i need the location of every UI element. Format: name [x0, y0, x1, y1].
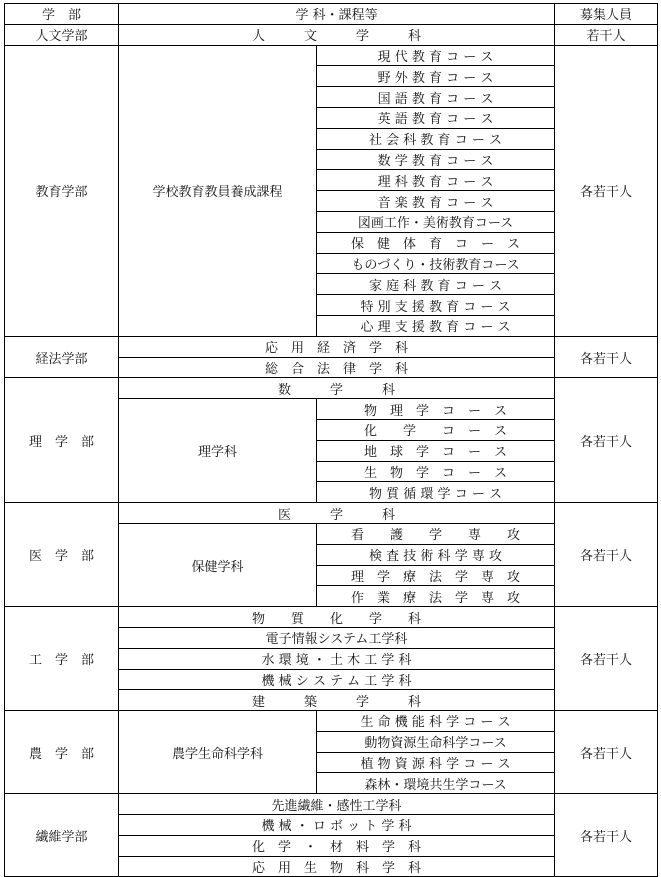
course-kyoiku-10: ものづくり・技術教育コース	[317, 253, 555, 274]
jinbun-row	[5, 24, 658, 45]
faculty-igaku: 医 学 部	[5, 503, 119, 607]
program-rigaku-top: 数 学 科	[119, 378, 555, 399]
recruit-kogaku: 各若干人	[555, 607, 658, 711]
recruit-seni: 各若干人	[555, 794, 658, 877]
faculty-seni: 繊維学部	[5, 794, 119, 877]
course-kyoiku-12: 特 別 支 援 教 育 コ ー ス	[317, 295, 555, 316]
header-faculty: 学 部	[5, 4, 119, 25]
course-kyoiku-6: 理 科 教 育 コ ー ス	[317, 170, 555, 191]
header-row	[5, 4, 658, 25]
program-seni-2: 化 学 ・ 材 料 学 科	[119, 835, 555, 856]
course-kyoiku-1: 野 外 教 育 コ ー ス	[317, 66, 555, 87]
program-nogaku: 農学生命科学科	[119, 711, 317, 794]
program-kogaku-3: 機 械 シ ス テ ム 工 学 科	[119, 669, 555, 690]
recruit-keiho: 各若干人	[555, 336, 658, 378]
course-nogaku-0: 生 命 機 能 科 学 コ ー ス	[317, 711, 555, 732]
course-kyoiku-0: 現 代 教 育 コ ー ス	[317, 45, 555, 66]
rigaku-row	[5, 378, 658, 399]
admissions-table	[4, 3, 658, 877]
course-kyoiku-7: 音 楽 教 育 コ ー ス	[317, 191, 555, 212]
kogaku-row	[5, 607, 658, 628]
seni-row	[5, 794, 658, 815]
course-nogaku-1: 動物資源生命科学コース	[317, 731, 555, 752]
header-program: 学 科・課程等	[119, 4, 555, 25]
faculty-jinbun: 人文学部	[5, 24, 119, 45]
course-rigaku-2: 地 球 学 コ ー ス	[317, 440, 555, 461]
faculty-kogaku: 工 学 部	[5, 607, 119, 711]
program-kogaku-0: 物 質 化 学 科	[119, 607, 555, 628]
faculty-keiho: 経法学部	[5, 336, 119, 378]
course-kyoiku-4: 社 会 科 教 育 コ ー ス	[317, 128, 555, 149]
recruit-nogaku: 各若干人	[555, 711, 658, 794]
program-keiho-0: 応 用 経 済 学 科	[119, 336, 555, 357]
program-rigaku: 理学科	[119, 399, 317, 503]
course-kyoiku-9: 保 健 体 育 コ ー ス	[317, 232, 555, 253]
header-recruit: 募集人員	[555, 4, 658, 25]
keiho-row	[5, 336, 658, 357]
course-kyoiku-2: 国 語 教 育 コ ー ス	[317, 87, 555, 108]
program-jinbun: 人 文 学 科	[119, 24, 555, 45]
course-nogaku-3: 森林・環境共生学コース	[317, 773, 555, 794]
course-kyoiku-5: 数 学 教 育 コ ー ス	[317, 149, 555, 170]
program-igaku: 保健学科	[119, 523, 317, 606]
recruit-kyoiku: 各若干人	[555, 45, 658, 336]
faculty-nogaku: 農 学 部	[5, 711, 119, 794]
course-rigaku-1: 化 学 コ ー ス	[317, 419, 555, 440]
program-seni-0: 先進繊維・感性工学科	[119, 794, 555, 815]
program-keiho-1: 総 合 法 律 学 科	[119, 357, 555, 378]
kyoiku-row	[5, 45, 658, 66]
course-kyoiku-3: 英 語 教 育 コ ー ス	[317, 107, 555, 128]
program-seni-1: 機 械 ・ ロ ボ ッ ト 学 科	[119, 815, 555, 836]
program-kogaku-1: 電子情報システム工学科	[119, 627, 555, 648]
course-rigaku-3: 生 物 学 コ ー ス	[317, 461, 555, 482]
course-igaku-1: 検 査 技 術 科 学 専 攻	[317, 544, 555, 565]
recruit-igaku: 各若干人	[555, 503, 658, 607]
program-kogaku-2: 水 環 境 ・ 土 木 工 学 科	[119, 648, 555, 669]
recruit-rigaku: 各若干人	[555, 378, 658, 503]
program-kogaku-4: 建 築 学 科	[119, 690, 555, 711]
igaku-row	[5, 503, 658, 524]
faculty-rigaku: 理 学 部	[5, 378, 119, 503]
program-kyoiku: 学校教育教員養成課程	[119, 45, 317, 336]
program-igaku-top: 医 学 科	[119, 503, 555, 524]
nogaku-row	[5, 711, 658, 732]
course-rigaku-0: 物 理 学 コ ー ス	[317, 399, 555, 420]
faculty-kyoiku: 教育学部	[5, 45, 119, 336]
course-kyoiku-13: 心 理 支 援 教 育 コ ー ス	[317, 315, 555, 336]
recruit-jinbun: 若干人	[555, 24, 658, 45]
course-igaku-0: 看 護 学 専 攻	[317, 523, 555, 544]
course-kyoiku-11: 家 庭 科 教 育 コ ー ス	[317, 274, 555, 295]
course-nogaku-2: 植 物 資 源 科 学 コ ー ス	[317, 752, 555, 773]
course-igaku-3: 作 業 療 法 学 専 攻	[317, 586, 555, 607]
program-seni-3: 応 用 生 物 科 学 科	[119, 856, 555, 877]
course-rigaku-4: 物 質 循 環 学 コ ー ス	[317, 482, 555, 503]
course-kyoiku-8: 図画工作・美術教育コース	[317, 211, 555, 232]
course-igaku-2: 理 学 療 法 学 専 攻	[317, 565, 555, 586]
